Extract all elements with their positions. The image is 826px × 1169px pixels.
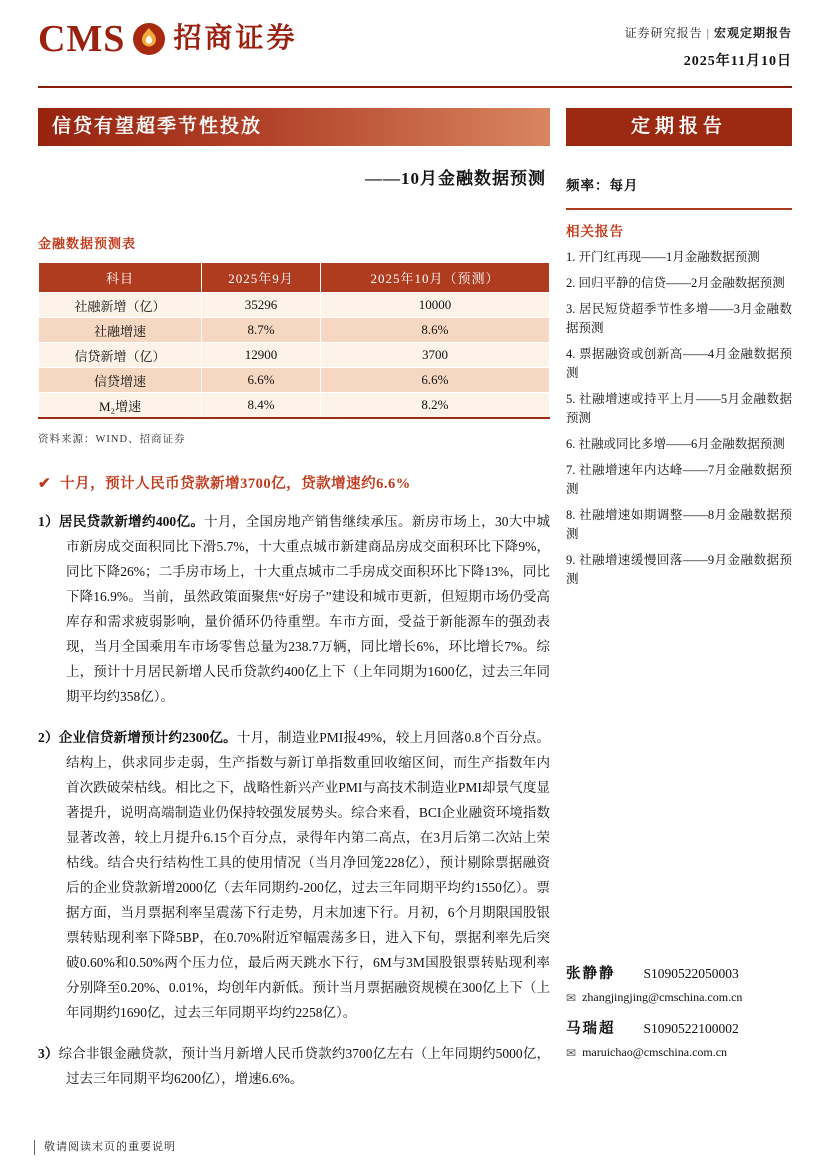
row-value: 8.7%: [202, 318, 321, 343]
page-header: [38, 0, 792, 88]
related-report-item: 4. 票据融资或创新高——4月金融数据预测: [566, 347, 792, 380]
row-value: 3700: [320, 343, 549, 368]
body-paragraph: 1）居民贷款新增约400亿。十月，全国房地产销售继续承压。新房市场上，30大中城市新房成交面积同比下滑5.7%，十大重点城市新建商品房成交面积环比下降9%，同比下降26%；二手房市场上，十大重点城市二手房成交面积环比下降13%，同比下降16.9%。当前，虽然政策面聚焦“好房子”建设和城市更新，但短期市场仍受高库存和需求疲弱影响，量价循环仍待重塑。车市方面，受益于新能源车的强劲表现，当月全国乘用车市场零售总量为238.7万辆，同比增长6%，环比增长7%。综上，预计十月居民新增人民币贷款约400亿上下（上年同期为1600亿，过去三年同期平均约358亿）。: [38, 514, 551, 704]
report-type-badge: 定期报告: [566, 108, 792, 146]
body-paragraph: 2）企业信贷新增预计约2300亿。十月，制造业PMI报49%，较上月回落0.8个百分点。结构上，供求同步走弱，生产指数与新订单指数重回收缩区间，而生产指数年内首次跌破荣枯线。相比之下，战略性新兴产业PMI与高技术制造业PMI却景气度显著提升，说明高端制造业仍保持较强发展势头。综合来看，BCI企业融资环境指数显著改善，较上月提升6.15个百分点，录得年内第二高点，在3月后第二次站上荣枯线。结合央行结构性工具的使用情况（当月净回笼228亿），预计剔除票据融资后的企业贷款新增2000亿（去年同期约-200亿，过去三年同期平均约1550亿）。票据方面，当月票据利率呈震荡下行走势，月末加速下行。月初，6个月期限国股银票转贴现利率下降5BP，在0.70%附近窄幅震荡多日，进入下旬，票据利率先后突破0.60%和0.50%两个压力位，最后两天跳水下行，6M与3M国股银票转贴现利率分别降至0.20%、0.01%，均创年内新低。预计当月票据融资规模在300亿上下（上年同期约1690亿，过去三年同期平均约2258亿）。: [38, 730, 550, 1020]
column-header: 2025年9月: [202, 263, 321, 293]
forecast-table: [38, 262, 550, 419]
mail-icon: ✉: [566, 990, 577, 1005]
related-report-item: 9. 社融增速缓慢回落——9月金融数据预测: [566, 553, 792, 586]
related-report-item: 1. 开门红再现——1月金融数据预测: [566, 250, 760, 264]
author-email-row: [566, 1045, 792, 1060]
paragraph-lead: 1）居民贷款新增约400亿。: [38, 514, 205, 529]
cms-logo-text: CMS: [38, 18, 126, 60]
table-row: [39, 368, 550, 393]
table-row: [39, 293, 550, 318]
author-email: zhangjingjing@cmschina.com.cn: [582, 990, 743, 1004]
key-takeaway-text: 十月，预计人民币贷款新增3700亿，贷款增速约6.6%: [60, 476, 411, 492]
report-series: 证券研究报告: [624, 26, 703, 40]
forecast-table-body: [39, 293, 550, 419]
header-meta: [625, 24, 792, 70]
table-caption: 金融数据预测表: [38, 236, 137, 251]
report-subtitle: ——10月金融数据预测: [365, 169, 546, 188]
author-license-id: S1090522100002: [643, 1021, 739, 1036]
mail-icon: ✉: [566, 1045, 577, 1060]
body-paragraphs: [38, 509, 550, 1091]
cms-logo-chinese: 招商证券: [173, 23, 298, 54]
row-value: 12900: [202, 343, 321, 368]
check-icon: ✔: [38, 476, 52, 492]
related-report-item: 8. 社融增速如期调整——8月金融数据预测: [566, 508, 792, 541]
table-row: [39, 393, 550, 419]
row-value: 8.4%: [202, 393, 321, 419]
row-label: 信贷增速: [39, 368, 202, 393]
column-header: 2025年10月（预测）: [320, 263, 549, 293]
related-report-item: 5. 社融增速或持平上月——5月金融数据预测: [566, 392, 792, 425]
row-value: 6.6%: [320, 368, 549, 393]
row-value: 10000: [320, 293, 549, 318]
related-reports-title: 相关报告: [566, 224, 624, 239]
report-title-banner: 信贷有望超季节性投放: [38, 108, 550, 146]
sidebar-divider: [566, 208, 792, 210]
page-footer-note: 敬请阅读末页的重要说明: [34, 1140, 176, 1155]
author-email: maruichao@cmschina.com.cn: [582, 1045, 728, 1059]
separator: |: [706, 26, 710, 40]
author-name-row: [566, 962, 792, 983]
related-report-list: [566, 248, 792, 596]
author-license-id: S1090522050003: [643, 966, 739, 981]
related-report-item: 6. 社融或同比多增——6月金融数据预测: [566, 437, 785, 451]
author-name-row: [566, 1017, 792, 1038]
body-paragraph: 3）综合非银金融贷款，预计当月新增人民币贷款约3700亿左右（上年同期约5000亿，过去三年同期平均6200亿），增速6.6%。: [38, 1046, 551, 1086]
row-value: 8.6%: [320, 318, 549, 343]
related-report-item: 3. 居民短贷超季节性多增——3月金融数据预测: [566, 302, 792, 335]
main-column: [38, 108, 550, 1091]
row-value: 6.6%: [202, 368, 321, 393]
report-category: 宏观定期报告: [713, 26, 792, 40]
row-label: 社融新增（亿）: [39, 293, 202, 318]
report-type-line: [625, 24, 792, 41]
author-name: 马瑞超: [566, 1021, 616, 1037]
related-report-item: 7. 社融增速年内达峰——7月金融数据预测: [566, 463, 792, 496]
key-takeaway: [38, 472, 550, 493]
row-label: 信贷新增（亿）: [39, 343, 202, 368]
cms-logo: [38, 20, 297, 58]
column-header: 科目: [39, 263, 202, 293]
sidebar: [566, 108, 792, 1060]
author-name: 张静静: [566, 966, 616, 982]
content-area: [38, 108, 792, 1091]
row-value: 8.2%: [320, 393, 549, 419]
forecast-table-head-row: [39, 263, 550, 293]
author-email-row: [566, 990, 792, 1005]
frequency-label: 频率：每月: [566, 178, 639, 193]
authors: [566, 950, 792, 1060]
table-row: [39, 343, 550, 368]
table-source-note: 资料来源：WIND、招商证券: [38, 434, 186, 445]
related-report-item: 2. 回归平静的信贷——2月金融数据预测: [566, 276, 785, 290]
row-value: 35296: [202, 293, 321, 318]
report-date: 2025年11月10日: [683, 54, 792, 69]
row-label: M₂增速: [39, 393, 202, 419]
paragraph-lead: 3）: [38, 1046, 59, 1061]
cms-flame-icon: [132, 22, 166, 56]
row-label: 社融增速: [39, 318, 202, 343]
table-row: [39, 318, 550, 343]
paragraph-lead: 2）企业信贷新增预计约2300亿。: [38, 730, 237, 745]
